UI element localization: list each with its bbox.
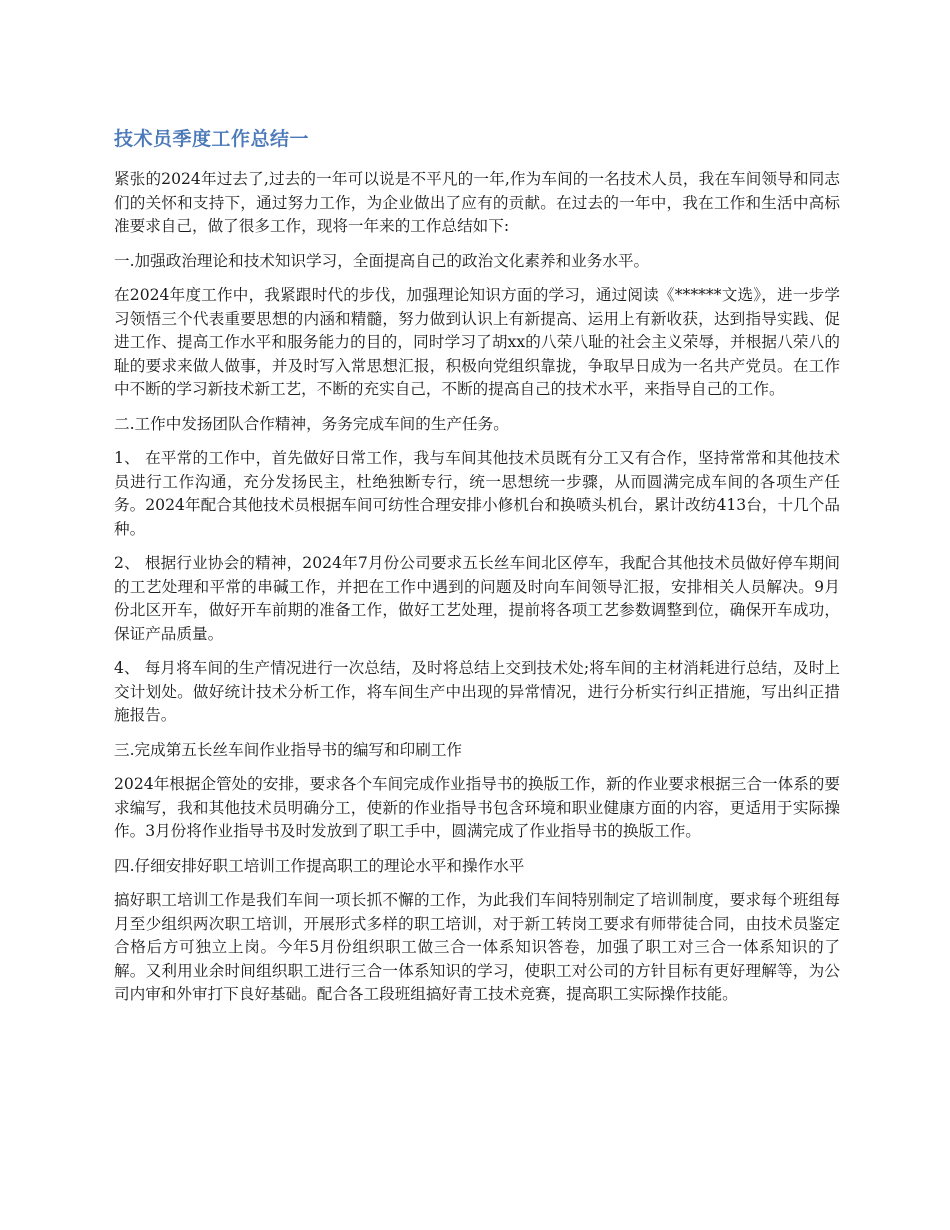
section-heading-2: 二.工作中发扬团队合作精神，务务完成车间的生产任务。 — [114, 414, 509, 433]
section-1-paragraph: 在2024年度工作中，我紧跟时代的步伐，加强理论知识方面的学习，通过阅读《******文选》，进一步学习领悟三个代表重要思想的内涵和精髓，努力做到认识上有新提高、运用上有新收获，达到指导实践、促进工作、提高工作水平和服务能力的目的，同时学习了胡xx的八荣八耻的社会主义荣辱，并根据八荣八的耻的要求来做人做事，并及时写入常思想汇报，积极向党组织靠拢，争取早日成为一名共产党员。在工作中不断的学习新技术新工艺，不断的充实自己，不断的提高自己的技术水平，来指导自己的工作。 — [114, 286, 840, 398]
section-2-item-1: 1、 在平常的工作中，首先做好日常工作，我与车间其他技术员既有分工又有合作，坚持常常和其他技术员进行工作沟通，充分发扬民主，杜绝独断专行，统一思想统一步骤，从而圆满完成车间的各项生产任务。2024年配合其他技术员根据车间可纺性合理安排小修机台和换喷头机台，累计改纺413台，十几个品种。 — [114, 449, 840, 538]
document-page — [114, 124, 840, 1018]
intro-paragraph: 紧张的2024年过去了,过去的一年可以说是不平凡的一年,作为车间的一名技术人员，我在车间领导和同志们的关怀和支持下，通过努力工作，为企业做出了应有的贡献。在过去的一年中，我在工作和生活中高标准要求自己，做了很多工作，现将一年来的工作总结如下: — [114, 170, 840, 235]
section-heading-3: 三.完成第五长丝车间作业指导书的编写和印刷工作 — [114, 740, 463, 759]
section-3-paragraph: 2024年根据企管处的安排，要求各个车间完成作业指导书的换版工作，新的作业要求根据三合一体系的要求编写，我和其他技术员明确分工，使新的作业指导书包含环境和职业健康方面的内容，更适用于实际操作。3月份将作业指导书及时发放到了职工手中，圆满完成了作业指导书的换版工作。 — [114, 775, 840, 840]
section-2-item-2: 2、 根据行业协会的精神，2024年7月份公司要求五长丝车间北区停车，我配合其他技术员做好停车期间的工艺处理和平常的串碱工作，并把在工作中遇到的问题及时向车间领导汇报，安排相关人员解决。9月份北区开车，做好开车前期的准备工作，做好工艺处理，提前将各项工艺参数调整到位，确保开车成功，保证产品质量。 — [114, 554, 840, 643]
section-4-paragraph: 搞好职工培训工作是我们车间一项长抓不懈的工作，为此我们车间特别制定了培训制度，要求每个班组每月至少组织两次职工培训，开展形式多样的职工培训，对于新工转岗工要求有师带徒合同，由技术员鉴定合格后方可独立上岗。今年5月份组织职工做三合一体系知识答卷，加强了职工对三合一体系知识的了解。又利用业余时间组织职工进行三合一体系知识的学习，使职工对公司的方针目标有更好理解等，为公司内审和外审打下良好基础。配合各工段班组搞好青工技术竞赛，提高职工实际操作技能。 — [114, 891, 840, 1003]
section-heading-1: 一.加强政治理论和技术知识学习，全面提高自己的政治文化素养和业务水平。 — [114, 251, 650, 270]
document-title: 技术员季度工作总结一 — [114, 128, 310, 150]
section-2-item-4: 4、 每月将车间的生产情况进行一次总结，及时将总结上交到技术处;将车间的主材消耗进行总结，及时上交计划处。做好统计技术分析工作，将车间生产中出现的异常情况，进行分析实行纠正措施，写出纠正措施报告。 — [114, 659, 840, 724]
section-heading-4: 四.仔细安排好职工培训工作提高职工的理论水平和操作水平 — [114, 856, 525, 875]
